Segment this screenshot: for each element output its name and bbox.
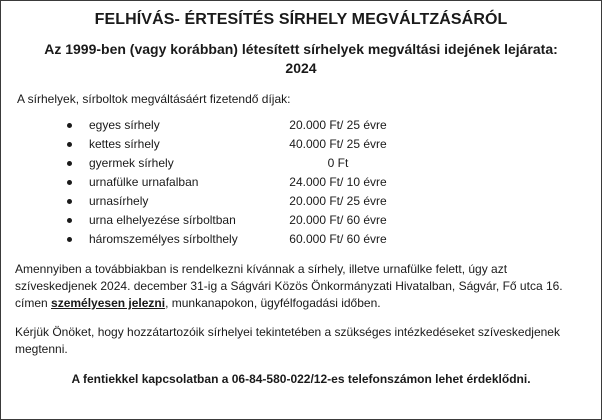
bullet-icon: [67, 161, 72, 166]
bullet-icon: [67, 199, 72, 204]
fee-item: [15, 192, 587, 211]
fee-item: [15, 173, 587, 192]
bullet-icon: [67, 218, 72, 223]
subtitle-line-1: Az 1999-ben (vagy korábban) létesített sírhelyek megváltási idejének lejárata:: [44, 41, 558, 57]
fee-price: 40.000 Ft/ 25 évre: [289, 137, 387, 151]
fee-price: 0 Ft: [327, 156, 349, 170]
bullet-icon: [67, 180, 72, 185]
bullet-icon: [67, 142, 72, 147]
fee-item: [15, 154, 587, 173]
fee-name: urnasírhely: [89, 194, 149, 208]
bullet-icon: [67, 237, 72, 242]
fee-name: háromszemélyes sírbolthely: [89, 232, 238, 246]
fee-price: 20.000 Ft/ 25 évre: [289, 194, 387, 208]
instructions-paragraph: [15, 261, 587, 312]
fee-name: gyermek sírhely: [89, 156, 174, 170]
fee-item: [15, 135, 587, 154]
fee-item: [15, 230, 587, 249]
contact-line: A fentiekkel kapcsolatban a 06-84-580-022/12-es telefonszámon lehet érdeklődni.: [71, 372, 531, 386]
fee-list: [15, 116, 587, 249]
request-paragraph: Kérjük Önöket, hogy hozzátartozóik sírhelyei tekintetében a szükséges intézkedéseket szíveskedjenek megtenni.: [15, 325, 560, 356]
fee-name: urnafülke urnafalban: [89, 175, 199, 189]
fee-item: [15, 211, 587, 230]
fee-price: 20.000 Ft/ 60 évre: [289, 213, 387, 227]
fees-intro: A sírhelyek, sírboltok megváltásáért fizetendő díjak:: [17, 92, 291, 106]
instructions-text-end: , munkanapokon, ügyfélfogadási időben.: [165, 296, 381, 310]
fee-name: kettes sírhely: [89, 137, 160, 151]
instructions-text: Amennyiben a továbbiakban is rendelkezni kívánnak a sírhely, illetve urnafülke felett, úgy azt szíveskedjenek 2024. december 31-ig a Ságvári Közös Önkormányzati Hivatalban, Ságvár, Fő utca 16. címen: [15, 262, 563, 310]
notice-title: FELHÍVÁS- ÉRTESÍTÉS SÍRHELY MEGVÁLTZÁSÁRÓL: [94, 11, 508, 28]
emphasis-text: személyesen jelezni: [51, 296, 166, 310]
subtitle-year: 2024: [285, 60, 317, 76]
fee-price: 60.000 Ft/ 60 évre: [289, 232, 387, 246]
fee-price: 20.000 Ft/ 25 évre: [289, 118, 387, 132]
bullet-icon: [67, 123, 72, 128]
fee-price: 24.000 Ft/ 10 évre: [289, 175, 387, 189]
fee-item: [15, 116, 587, 135]
notice-subtitle: [15, 40, 587, 78]
fee-name: egyes sírhely: [89, 118, 160, 132]
fee-name: urna elhelyezése sírboltban: [89, 213, 236, 227]
